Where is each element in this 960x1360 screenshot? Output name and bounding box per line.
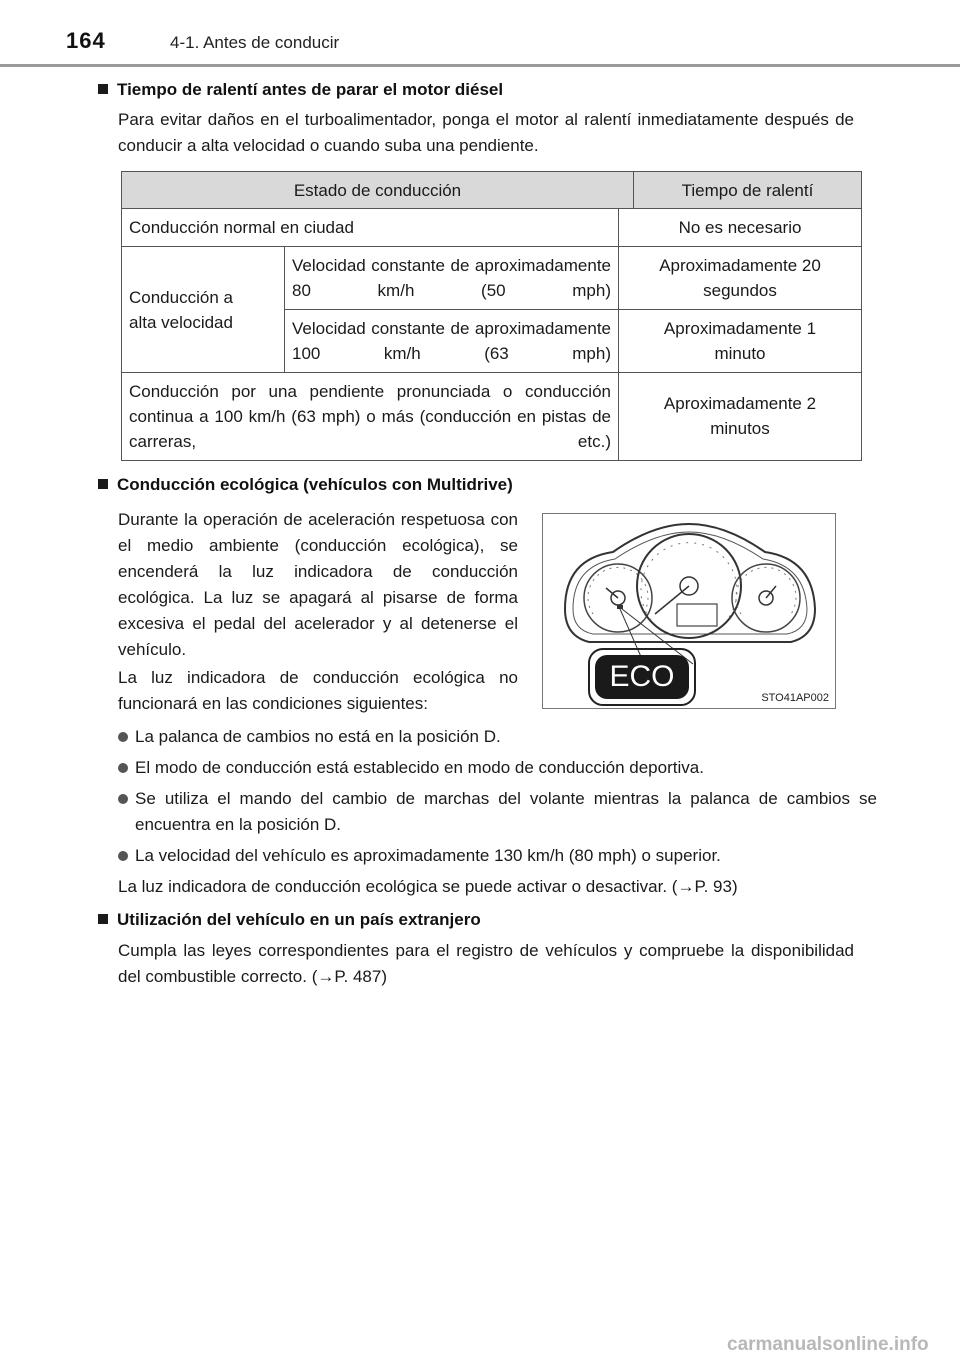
table-cell-time: Aproximadamente 1 minuto (663, 319, 817, 363)
eco-note: La luz indicadora de conducción ecológica se puede activar o desactivar. (→P. 93) (118, 877, 738, 896)
abroad-paragraph: Cumpla las leyes correspondientes para el registro de vehículos y compruebe la disponibilidad del combustible correcto. (→P. 487) (118, 941, 854, 986)
table-cell-state: Conducción normal en ciudad (122, 209, 619, 246)
table-row (122, 247, 862, 373)
abroad-heading (98, 910, 481, 930)
table-cell-time: Aproximadamente 20 segundos (659, 256, 821, 300)
table-cell-state: Conducción por una pendiente pronunciada o conducción continua a 100 km/h (63 mph) o más (conducción en pistas de carreras, etc.) (122, 373, 619, 460)
eco-heading (98, 475, 513, 495)
eco-paragraph-2: La luz indicadora de conducción ecológica no funcionará en las condiciones siguientes: (118, 668, 518, 713)
page-number: 164 (66, 28, 106, 53)
eco-heading-text: Conducción ecológica (vehículos con Multidrive) (117, 475, 513, 494)
round-bullet-icon (118, 732, 128, 742)
square-bullet-icon (98, 479, 108, 489)
square-bullet-icon (98, 914, 108, 924)
list-item: Se utiliza el mando del cambio de marchas del volante mientras la palanca de cambios se encuentra en la posición D. (118, 786, 877, 838)
table-header-row (122, 172, 862, 209)
table-cell-state: Velocidad constante de aproximadamente 80 km/h (50 mph) (285, 247, 619, 309)
round-bullet-icon (118, 763, 128, 773)
figure-code: STO41AP002 (761, 692, 829, 704)
square-bullet-icon (98, 84, 108, 94)
watermark: carmanualsonline.info (727, 1334, 929, 1355)
table-cell-time: Aproximadamente 2 minutos (663, 394, 817, 438)
eco-paragraph-1: Durante la operación de aceleración respetuosa con el medio ambiente (conducción ecológica), se encenderá la luz indicadora de conducción ecológica. La luz se apagará al pisarse de forma excesiva el pedal del acelerador y al detenerse el vehículo. (118, 510, 518, 659)
idle-heading-text: Tiempo de ralentí antes de parar el motor diésel (117, 80, 504, 99)
table-row (122, 209, 862, 247)
idle-paragraph: Para evitar daños en el turboalimentador, ponga el motor al ralentí inmediatamente después de conducir a alta velocidad o cuando suba una pendiente. (118, 110, 854, 155)
table-cell-state: Velocidad constante de aproximadamente 100 km/h (63 mph) (285, 310, 619, 372)
eco-badge-label: ECO (609, 660, 675, 693)
list-item: El modo de conducción está establecido en modo de conducción deportiva. (118, 755, 877, 781)
idle-heading (98, 80, 503, 100)
table-cell-time: No es necesario (678, 218, 802, 237)
abroad-heading-text: Utilización del vehículo en un país extranjero (117, 910, 481, 929)
idle-time-table (121, 171, 862, 461)
table-cell-high-speed: Conducción a alta velocidad (129, 287, 233, 332)
eco-indicator-figure (542, 513, 836, 709)
round-bullet-icon (118, 851, 128, 861)
table-header-state: Estado de conducción (122, 172, 634, 209)
list-item: La velocidad del vehículo es aproximadamente 130 km/h (80 mph) o superior. (118, 843, 877, 869)
round-bullet-icon (118, 794, 128, 804)
chapter-title: 4-1. Antes de conducir (170, 33, 340, 52)
list-item: La palanca de cambios no está en la posición D. (118, 724, 877, 750)
header-divider (0, 64, 960, 67)
table-header-time: Tiempo de ralentí (634, 172, 862, 209)
table-row (122, 373, 862, 461)
instrument-cluster-illustration (543, 514, 835, 708)
